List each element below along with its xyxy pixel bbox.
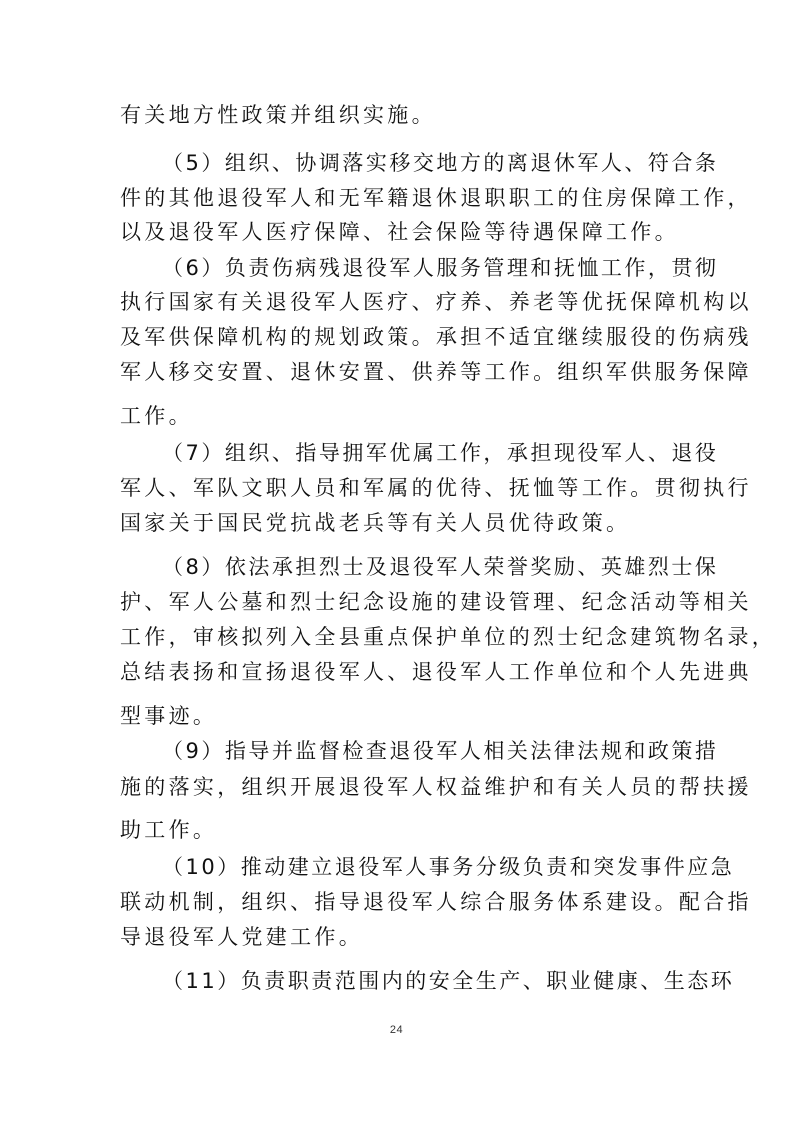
text-line: 件的其他退役军人和无军籍退休退职职工的住房保障工作，: [120, 186, 752, 210]
text-line: 及军供保障机构的规划政策。承担不适宜继续服役的伤病残: [120, 325, 752, 349]
text-line: 执行国家有关退役军人医疗、疗养、养老等优抚保障机构以: [120, 290, 752, 314]
text-line: 军人移交安置、退休安置、供养等工作。组织军供服务保障: [120, 360, 752, 384]
paragraph-7-line-1: （7）组织、指导拥军优属工作，承担现役军人、退役: [162, 441, 719, 465]
paragraph-11-line-1: （11）负责职责范围内的安全生产、职业健康、生态环: [162, 969, 735, 993]
text-line: 总结表扬和宣扬退役军人、退役军人工作单位和个人先进典: [120, 660, 752, 684]
paragraph-5-line-1: （5）组织、协调落实移交地方的离退休军人、符合条: [162, 151, 719, 175]
paragraph-10-line-1: （10）推动建立退役军人事务分级负责和突发事件应急: [162, 855, 735, 879]
paragraph-8-line-1: （8）依法承担烈士及退役军人荣誉奖励、英雄烈士保: [162, 555, 719, 579]
text-line: 以及退役军人医疗保障、社会保险等待遇保障工作。: [120, 220, 679, 244]
text-line: 施的落实，组织开展退役军人权益维护和有关人员的帮扶援: [120, 775, 752, 799]
text-line: 导退役军人党建工作。: [120, 925, 363, 949]
text-line: 工作，审核拟列入全县重点保护单位的烈士纪念建筑物名录，: [120, 625, 777, 649]
text-line: 型事迹。: [120, 704, 218, 728]
text-line: 联动机制，组织、指导退役军人综合服务体系建设。配合指: [120, 890, 752, 914]
text-line: 工作。: [120, 404, 193, 428]
text-line: 有关地方性政策并组织实施。: [120, 103, 436, 127]
text-line: 国家关于国民党抗战老兵等有关人员优待政策。: [120, 511, 631, 535]
page-number: 24: [389, 1024, 404, 1036]
text-line: 军人、军队文职人员和军属的优待、抚恤等工作。贯彻执行: [120, 476, 752, 500]
text-line: 助工作。: [120, 818, 218, 842]
paragraph-6-line-1: （6）负责伤病残退役军人服务管理和抚恤工作，贯彻: [162, 256, 719, 280]
paragraph-9-line-1: （9）指导并监督检查退役军人相关法律法规和政策措: [162, 739, 719, 763]
text-line: 护、军人公墓和烈士纪念设施的建设管理、纪念活动等相关: [120, 590, 752, 614]
